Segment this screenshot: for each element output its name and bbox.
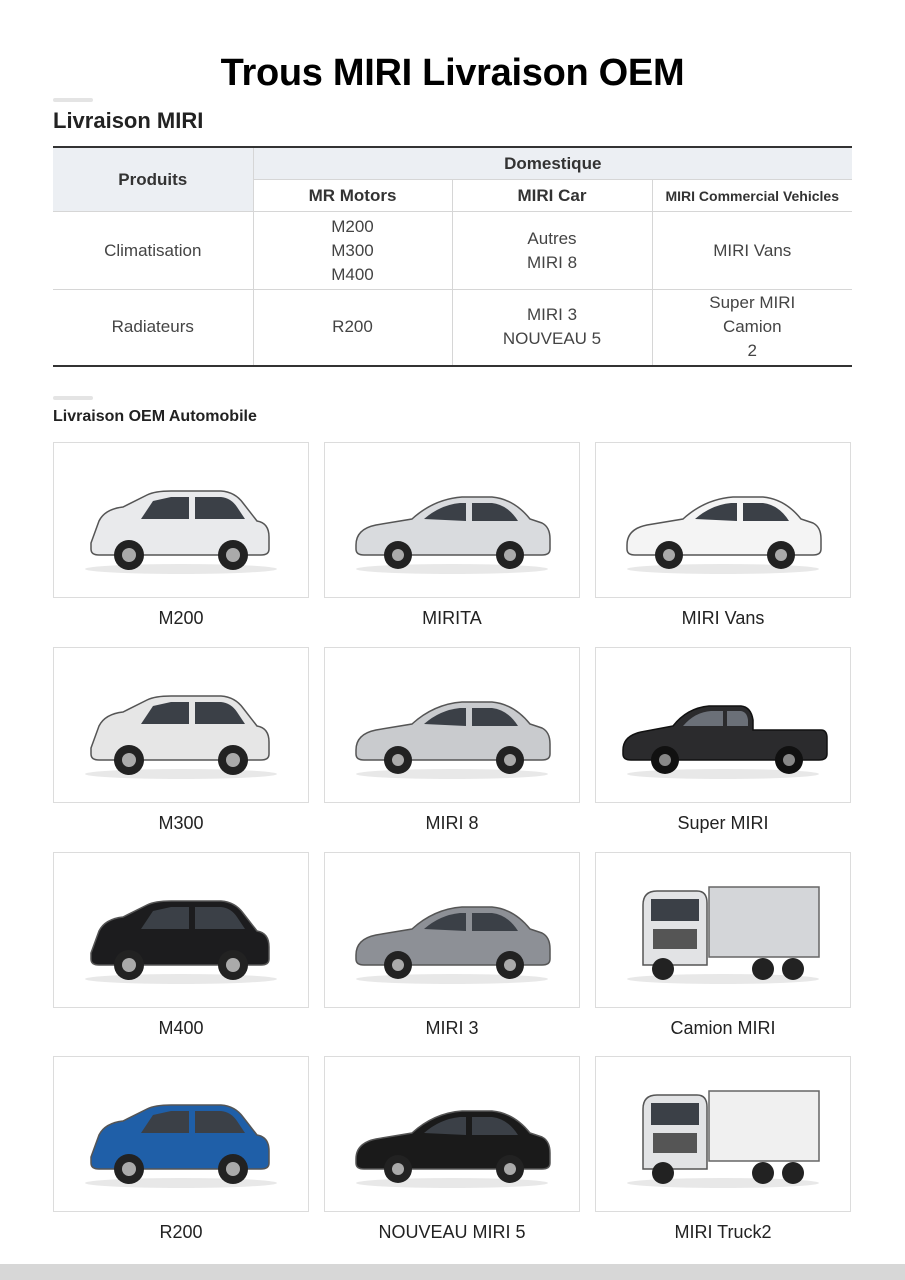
vehicle-card bbox=[53, 442, 309, 632]
vehicle-caption: MIRI Truck2 bbox=[674, 1222, 772, 1242]
section-marker bbox=[53, 396, 93, 400]
vehicle-caption: MIRI Vans bbox=[681, 608, 765, 628]
vehicle-card bbox=[595, 647, 851, 837]
table-cell: M200 M300 M400 bbox=[253, 212, 452, 290]
vehicle-image-frame bbox=[324, 852, 580, 1008]
vehicle-image-frame bbox=[53, 647, 309, 803]
vehicle-card bbox=[595, 1056, 851, 1246]
vehicle-card bbox=[324, 1056, 580, 1246]
table-row bbox=[53, 212, 852, 290]
vehicle-caption: NOUVEAU MIRI 5 bbox=[378, 1222, 526, 1242]
vehicle-image-frame bbox=[53, 852, 309, 1008]
sedan-icon bbox=[342, 1079, 562, 1189]
vehicle-card bbox=[595, 852, 851, 1042]
table-cell: MIRI 3 NOUVEAU 5 bbox=[452, 290, 652, 366]
sedan-icon bbox=[342, 465, 562, 575]
suv-icon bbox=[71, 670, 291, 780]
header-products: Produits bbox=[53, 147, 253, 212]
table-row bbox=[53, 290, 852, 366]
section-title-oem: Livraison OEM Automobile bbox=[53, 408, 257, 425]
vehicle-caption: M300 bbox=[158, 813, 204, 833]
delivery-table bbox=[53, 146, 852, 367]
vehicle-image-frame bbox=[53, 442, 309, 598]
sedan-icon bbox=[342, 875, 562, 985]
section-marker bbox=[53, 98, 93, 102]
row-label: Radiateurs bbox=[53, 290, 253, 366]
suv-icon bbox=[71, 1079, 291, 1189]
vehicle-card bbox=[53, 647, 309, 837]
vehicle-card bbox=[324, 852, 580, 1042]
sedan-icon bbox=[342, 670, 562, 780]
vehicle-image-frame bbox=[324, 442, 580, 598]
column-header: MR Motors bbox=[253, 180, 452, 212]
vehicle-image-frame bbox=[595, 1056, 851, 1212]
suv-icon bbox=[71, 465, 291, 575]
table-cell: MIRI Vans bbox=[652, 212, 852, 290]
truck-icon bbox=[613, 1079, 833, 1189]
column-header: MIRI Car bbox=[452, 180, 652, 212]
vehicle-card bbox=[595, 442, 851, 632]
vehicle-caption: MIRI 3 bbox=[425, 1018, 479, 1038]
vehicle-caption: MIRITA bbox=[422, 608, 482, 628]
vehicle-image-frame bbox=[324, 1056, 580, 1212]
vehicle-image-frame bbox=[595, 852, 851, 1008]
vehicle-caption: R200 bbox=[159, 1222, 203, 1242]
vehicle-card bbox=[324, 647, 580, 837]
vehicle-caption: Camion MIRI bbox=[670, 1018, 776, 1038]
vehicle-image-frame bbox=[53, 1056, 309, 1212]
row-label: Climatisation bbox=[53, 212, 253, 290]
vehicle-card bbox=[324, 442, 580, 632]
vehicle-caption: M200 bbox=[158, 608, 204, 628]
vehicle-image-frame bbox=[595, 647, 851, 803]
vehicle-card bbox=[53, 852, 309, 1042]
vehicle-image-frame bbox=[324, 647, 580, 803]
vehicle-caption: MIRI 8 bbox=[425, 813, 479, 833]
truck-icon bbox=[613, 875, 833, 985]
table-cell: R200 bbox=[253, 290, 452, 366]
column-header: MIRI Commercial Vehicles bbox=[652, 180, 852, 212]
vehicle-card bbox=[53, 1056, 309, 1246]
table-cell: Super MIRI Camion 2 bbox=[652, 290, 852, 366]
suv-icon bbox=[71, 875, 291, 985]
header-domestique: Domestique bbox=[253, 147, 852, 180]
section-title-miri: Livraison MIRI bbox=[53, 108, 204, 133]
vehicle-caption: M400 bbox=[158, 1018, 204, 1038]
sedan-icon bbox=[613, 465, 833, 575]
footer-band bbox=[0, 1264, 905, 1280]
table-cell: Autres MIRI 8 bbox=[452, 212, 652, 290]
vehicle-image-frame bbox=[595, 442, 851, 598]
vehicle-caption: Super MIRI bbox=[677, 813, 769, 833]
page-title: Trous MIRI Livraison OEM bbox=[220, 52, 685, 94]
pickup-icon bbox=[613, 670, 833, 780]
